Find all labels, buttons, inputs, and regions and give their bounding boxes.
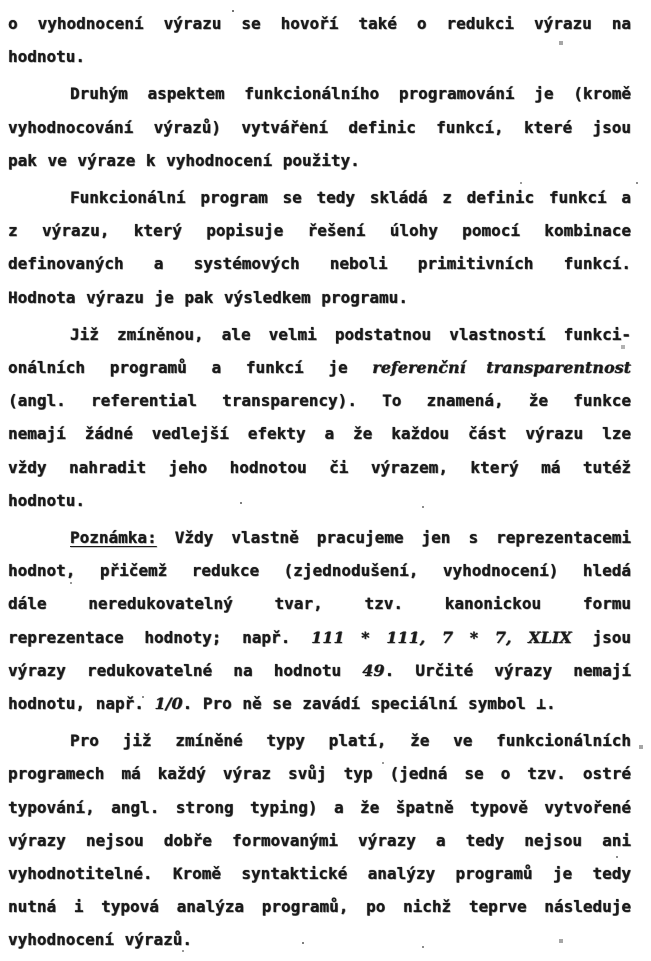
text-line xyxy=(8,318,631,351)
text-segment: o vyhodnocení výrazu se hovoří také o redukci výrazu na xyxy=(8,14,631,33)
text-segment: z výrazu, který popisuje řešení úlohy pomocí kombinace xyxy=(8,221,631,241)
paragraph xyxy=(8,7,631,73)
text-segment: reprezentace hodnoty; např. xyxy=(8,627,312,647)
text-segment: hodnotu. xyxy=(8,490,86,510)
paragraph xyxy=(8,724,631,956)
text-line xyxy=(8,214,631,247)
text-segment: vyhodnocení výrazů. xyxy=(8,930,193,950)
text-line xyxy=(8,757,631,790)
italic-text-segment: 49 xyxy=(362,660,385,680)
text-segment: nutná i typová analýza programů, po nichž teprve následuje xyxy=(8,897,631,917)
text-segment: programech má každý výraz svůj typ (jedná se o tzv. ostré xyxy=(8,764,631,784)
text-segment: Hodnota výrazu je pak výsledkem programu. xyxy=(8,287,408,307)
scan-noise-speckles xyxy=(0,0,2,2)
text-line xyxy=(8,554,631,587)
text-line xyxy=(8,857,631,890)
text-segment: Pro již zmíněné typy platí, že ve funkcionálních xyxy=(70,731,631,751)
text-segment: nemají žádné vedlejší efekty a že každou část výrazu lze xyxy=(8,424,631,444)
text-segment: vyhodnocování výrazů) vytváření definic funkcí, které jsou xyxy=(8,117,631,137)
document-text-body xyxy=(8,7,631,957)
italic-text-segment: 1/0 xyxy=(154,694,183,714)
text-segment: hodnot, přičemž redukce (zjednodušení, vyhodnocení) hledá xyxy=(8,561,631,581)
text-line xyxy=(8,417,631,450)
text-line xyxy=(8,351,631,384)
text-segment: jsou xyxy=(571,627,632,647)
text-line xyxy=(8,654,631,687)
text-line xyxy=(8,621,631,654)
text-line xyxy=(8,923,631,956)
text-segment: onálních programů a funkcí je xyxy=(8,358,373,378)
text-segment: definovaných a systémových neboli primitivních funkcí. xyxy=(8,254,631,274)
text-segment: vždy nahradit jeho hodnotou či výrazem, který má tutéž xyxy=(8,457,631,477)
text-line xyxy=(8,451,631,484)
text-segment: dále neredukovatelný tvar, tzv. kanonickou formu xyxy=(8,594,631,614)
text-line xyxy=(8,384,631,417)
paragraph xyxy=(8,181,631,314)
text-line xyxy=(8,484,631,517)
text-segment: vyhodnotitelné. Kromě syntaktické analýzy programů je tedy xyxy=(8,864,631,884)
italic-text-segment: referenční transparentnost xyxy=(372,358,632,378)
text-segment: . Určité výrazy nemají xyxy=(384,660,632,680)
text-segment: Vždy vlastně pracujeme jen s reprezentacemi xyxy=(156,528,631,548)
text-line xyxy=(8,77,631,110)
text-line xyxy=(8,521,631,554)
text-line xyxy=(8,7,631,40)
text-segment: hodnotu. xyxy=(8,47,86,67)
text-line xyxy=(8,144,631,177)
text-line xyxy=(8,724,631,757)
text-segment: Funkcionální program se tedy skládá z definic funkcí a xyxy=(70,188,631,208)
text-segment: hodnotu, např. xyxy=(8,694,155,714)
text-line xyxy=(8,181,631,214)
text-line xyxy=(8,281,631,314)
text-line xyxy=(8,824,631,857)
text-segment: Druhým aspektem funkcionálního programování je (kromě xyxy=(70,84,631,104)
text-line xyxy=(8,890,631,923)
text-segment: Již zmíněnou, ale velmi podstatnou vlastností funkci- xyxy=(70,324,631,344)
text-line xyxy=(8,587,631,620)
paragraph xyxy=(8,318,631,517)
text-segment: (angl. referential transparency). To znamená, že funkce xyxy=(8,391,631,411)
text-line xyxy=(8,247,631,280)
italic-text-segment: 111 * 111, 7 * 7, XLIX xyxy=(311,627,572,647)
text-line xyxy=(8,40,631,73)
underlined-text-segment: Poznámka: xyxy=(70,528,157,548)
text-segment: typování, angl. strong typing) a že špatně typově vytvořené xyxy=(8,797,631,817)
text-segment: výrazy nejsou dobře formovanými výrazy a tedy nejsou ani xyxy=(8,830,631,850)
text-line xyxy=(8,111,631,144)
text-segment: výrazy redukovatelné na hodnotu xyxy=(8,660,363,680)
paragraph xyxy=(8,77,631,177)
paragraph xyxy=(8,521,631,720)
text-line xyxy=(8,791,631,824)
text-line xyxy=(8,687,631,720)
text-segment: pak ve výraze k vyhodnocení použity. xyxy=(8,150,360,170)
text-segment: . Pro ně se zavádí speciální symbol ⊥. xyxy=(182,694,556,714)
